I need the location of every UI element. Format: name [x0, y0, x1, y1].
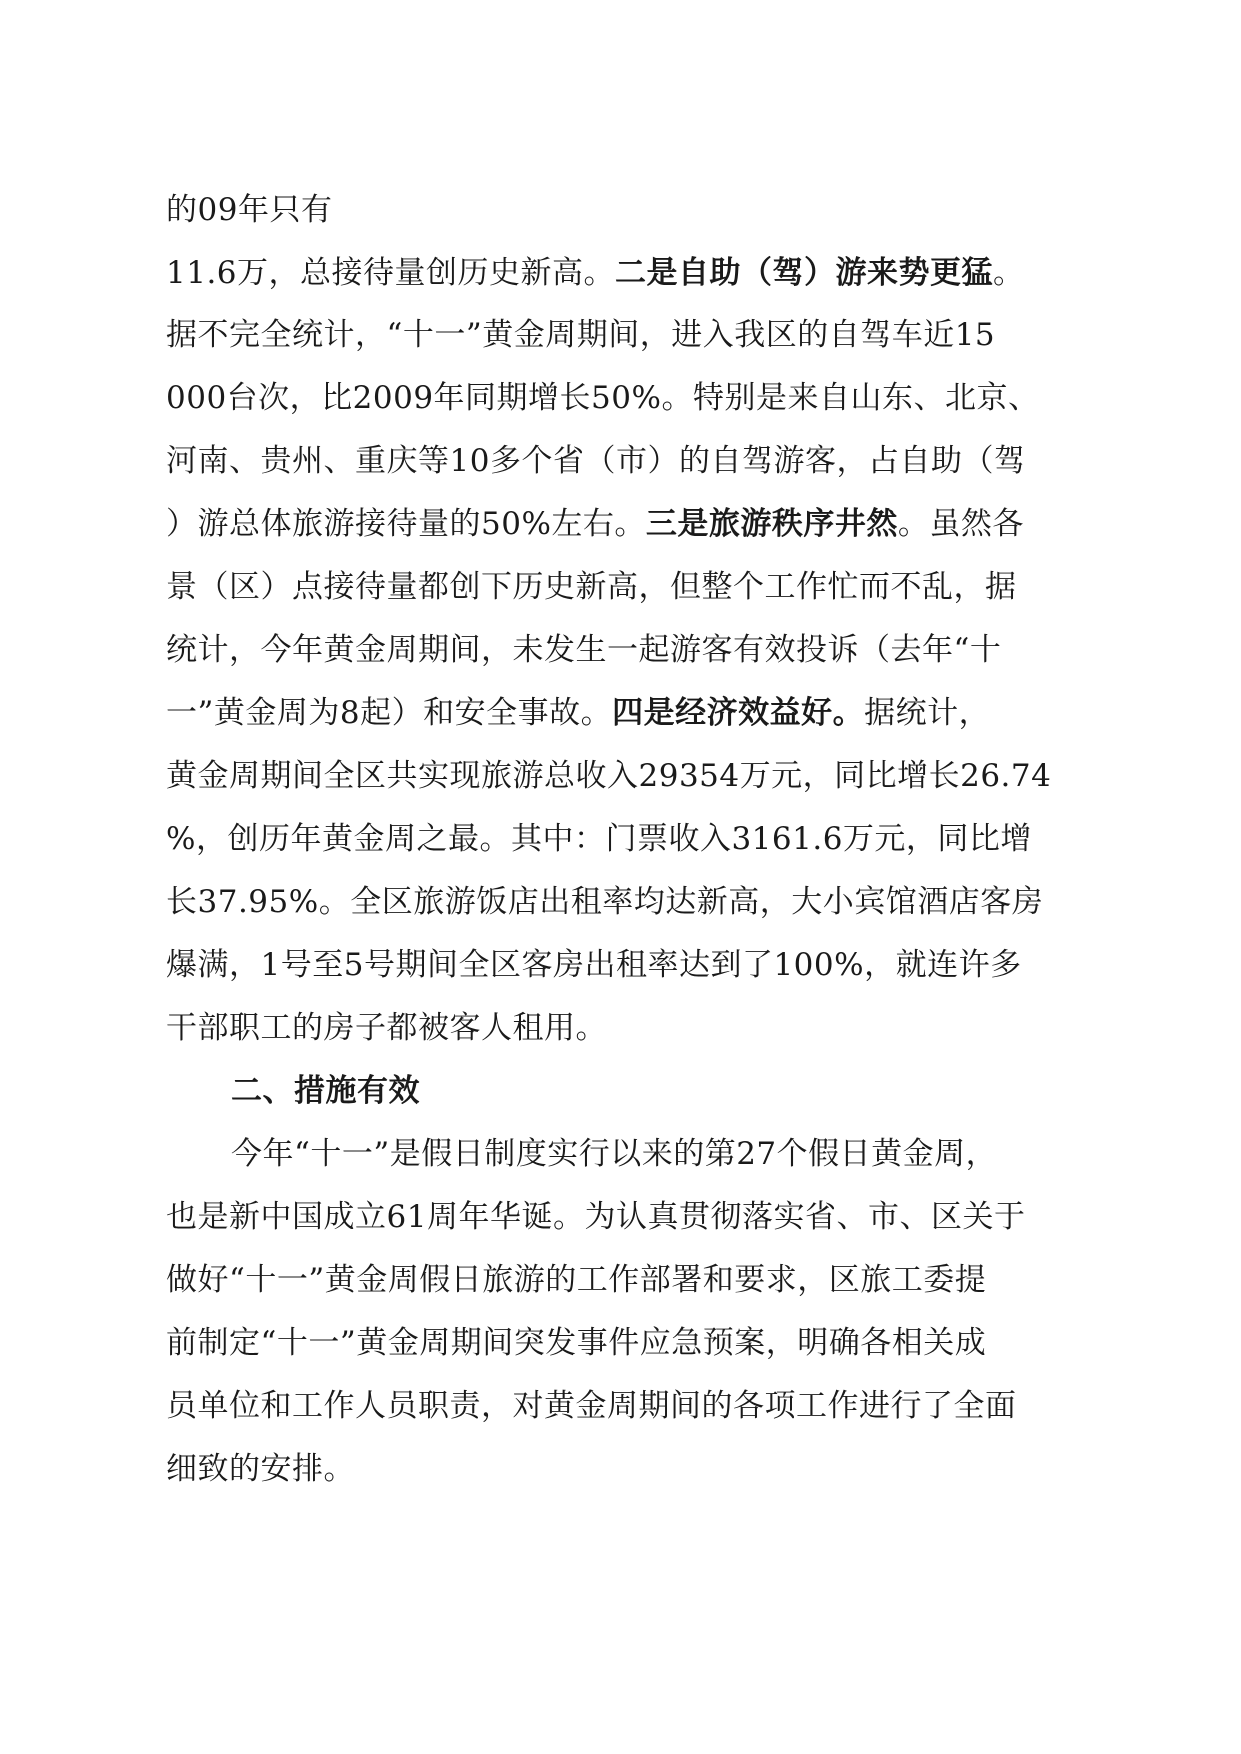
text-run: %，创历年黄金周之最。其中：门票收入3161.6万元，同比增 — [166, 821, 1032, 857]
text-run: 一”黄金周为8起）和安全事故。 — [166, 695, 613, 731]
text-run: 的09年只有 — [166, 192, 333, 228]
text-run: ）游总体旅游接待量的50%左右。 — [166, 506, 646, 542]
text-run: 000台次，比2009年同期增长50%。特别是来自山东、北京、 — [166, 380, 1040, 416]
text-run: 统计，今年黄金周期间，未发生一起游客有效投诉（去年“十 — [166, 632, 1002, 668]
text-line — [166, 305, 995, 365]
bold-run: 四是经济效益好。 — [612, 695, 865, 731]
text-run: 干部职工的房子都被客人租用。 — [166, 1010, 607, 1046]
text-run: 细致的安排。 — [166, 1451, 355, 1487]
text-run: 河南、贵州、重庆等10多个省（市）的自驾游客，占自助（驾 — [166, 443, 1026, 479]
section-heading — [231, 1061, 420, 1121]
text-run: 今年“十一”是假日制度实行以来的第27个假日黄金周， — [231, 1136, 998, 1172]
text-line — [166, 431, 1025, 491]
text-run: 景（区）点接待量都创下历史新高，但整个工作忙而不乱，据 — [166, 569, 1017, 605]
text-line — [166, 368, 1039, 428]
text-line — [166, 998, 607, 1058]
text-run: 。虽然各 — [897, 506, 1024, 542]
text-line — [166, 1187, 1025, 1247]
heading-text: 二、措施有效 — [231, 1073, 420, 1109]
text-line — [166, 243, 1025, 303]
text-line — [166, 1313, 986, 1373]
text-line — [166, 683, 990, 743]
text-run: 长37.95%。全区旅游饭店出租率均达新高，大小宾馆酒店客房 — [166, 884, 1044, 920]
text-line — [166, 1250, 986, 1310]
text-line — [166, 494, 1024, 554]
text-line — [166, 746, 1051, 806]
text-line — [166, 872, 1043, 932]
text-line — [231, 1124, 997, 1184]
text-run: 黄金周期间全区共实现旅游总收入29354万元，同比增长26.74 — [166, 758, 1052, 794]
text-run: 前制定“十一”黄金周期间突发事件应急预案，明确各相关成 — [166, 1325, 987, 1361]
text-run: 做好“十一”黄金周假日旅游的工作部署和要求，区旅工委提 — [166, 1262, 987, 1298]
bold-run: 二是自助（驾）游来势更猛 — [615, 255, 994, 291]
text-line — [166, 180, 332, 240]
text-run: 也是新中国成立61周年华诞。为认真贯彻落实省、市、区关于 — [166, 1199, 1026, 1235]
text-line — [166, 620, 1001, 680]
text-run: 爆满，1号至5号期间全区客房出租率达到了100%，就连许多 — [166, 947, 1022, 983]
text-line — [166, 935, 1022, 995]
text-run: 据不完全统计，“十一”黄金周期间，进入我区的自驾车近15 — [166, 317, 996, 353]
bold-run: 三是旅游秩序井然 — [645, 506, 898, 542]
text-run: 员单位和工作人员职责，对黄金周期间的各项工作进行了全面 — [166, 1388, 1017, 1424]
text-line — [166, 1439, 355, 1499]
text-line — [166, 557, 1017, 617]
text-line — [166, 1376, 1017, 1436]
text-run: 11.6万，总接待量创历史新高。 — [166, 255, 616, 291]
text-run: 。 — [993, 255, 1025, 291]
text-line — [166, 809, 1032, 869]
text-run: 据统计， — [864, 695, 991, 731]
